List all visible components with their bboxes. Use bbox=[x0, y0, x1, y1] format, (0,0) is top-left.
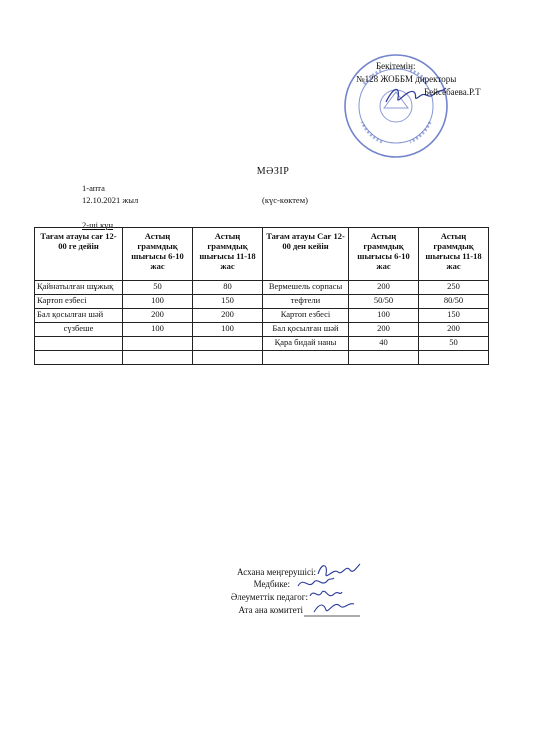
table-cell: 40 bbox=[349, 337, 419, 351]
table-cell bbox=[123, 337, 193, 351]
cook-manager-label: Асхана меңгерушісі: bbox=[237, 567, 316, 577]
table-cell: Картоп езбесі bbox=[263, 309, 349, 323]
table-cell: 200 bbox=[419, 323, 489, 337]
table-row bbox=[35, 323, 489, 337]
parents-committee-signature bbox=[312, 598, 356, 616]
week-label: 1-апта bbox=[82, 183, 105, 193]
table-row bbox=[35, 295, 489, 309]
table-cell: Бал қосылған шәй bbox=[35, 309, 123, 323]
table-cell: 50 bbox=[419, 337, 489, 351]
table-cell: 100 bbox=[123, 295, 193, 309]
table-row bbox=[35, 351, 489, 365]
table-cell bbox=[35, 351, 123, 365]
table-header: Астың граммдық шығысы 6-10 жас bbox=[123, 228, 193, 281]
table-cell: Қара бидай наны bbox=[263, 337, 349, 351]
table-cell bbox=[419, 351, 489, 365]
table-cell: 50/50 bbox=[349, 295, 419, 309]
table-header: Астың граммдық шығысы 11-18 жас bbox=[193, 228, 263, 281]
table-cell bbox=[123, 351, 193, 365]
table-cell: 200 bbox=[123, 309, 193, 323]
table-cell: 200 bbox=[349, 323, 419, 337]
table-header: Тағам атауы сағ 12-00 ге дейін bbox=[35, 228, 123, 281]
menu-table bbox=[34, 227, 489, 365]
table-header-row bbox=[35, 228, 489, 281]
date-label: 12.10.2021 жыл bbox=[82, 195, 139, 205]
parents-committee-label: Ата ана комитеті bbox=[238, 605, 303, 615]
day-label: 2-ші күн bbox=[82, 220, 114, 230]
approval-block bbox=[356, 60, 536, 99]
table-cell: Вермешель сорпасы bbox=[263, 281, 349, 295]
table-cell: сүзбеше bbox=[35, 323, 123, 337]
table-cell: 200 bbox=[193, 309, 263, 323]
table-cell: 250 bbox=[419, 281, 489, 295]
table-row bbox=[35, 309, 489, 323]
table-cell bbox=[263, 351, 349, 365]
director-title: №128 ЖОББМ директоры bbox=[356, 74, 457, 84]
table-cell: Бал қосылған шәй bbox=[263, 323, 349, 337]
table-cell: 80 bbox=[193, 281, 263, 295]
table-row bbox=[35, 337, 489, 351]
table-cell: Картоп езбесі bbox=[35, 295, 123, 309]
page-title: МӘЗІР bbox=[256, 166, 290, 177]
approval-label: Бекітемін: bbox=[376, 61, 416, 71]
table-cell bbox=[193, 351, 263, 365]
season-label: (күс-көктем) bbox=[262, 195, 308, 205]
table-cell: 80/50 bbox=[419, 295, 489, 309]
director-name: Бейсебаева.Р.Т bbox=[424, 87, 481, 97]
table-header: Тағам атауы Сағ 12-00 ден кейін bbox=[263, 228, 349, 281]
table-cell: 200 bbox=[349, 281, 419, 295]
table-cell: тефтели bbox=[263, 295, 349, 309]
table-cell: 150 bbox=[419, 309, 489, 323]
table-cell bbox=[349, 351, 419, 365]
table-row bbox=[35, 281, 489, 295]
table-header: Астың граммдық шығысы 6-10 жас bbox=[349, 228, 419, 281]
social-teacher-label: Әлеуметтік педагог: bbox=[230, 592, 308, 602]
table-cell bbox=[193, 337, 263, 351]
table-cell: 150 bbox=[193, 295, 263, 309]
table-cell: Қайнатылған шұжық bbox=[35, 281, 123, 295]
table-cell: 100 bbox=[123, 323, 193, 337]
table-cell bbox=[35, 337, 123, 351]
table-header: Астың граммдық шығысы 11-18 жас bbox=[419, 228, 489, 281]
table-cell: 100 bbox=[349, 309, 419, 323]
nurse-label: Медбике: bbox=[253, 579, 290, 589]
table-cell: 100 bbox=[193, 323, 263, 337]
table-cell: 50 bbox=[123, 281, 193, 295]
